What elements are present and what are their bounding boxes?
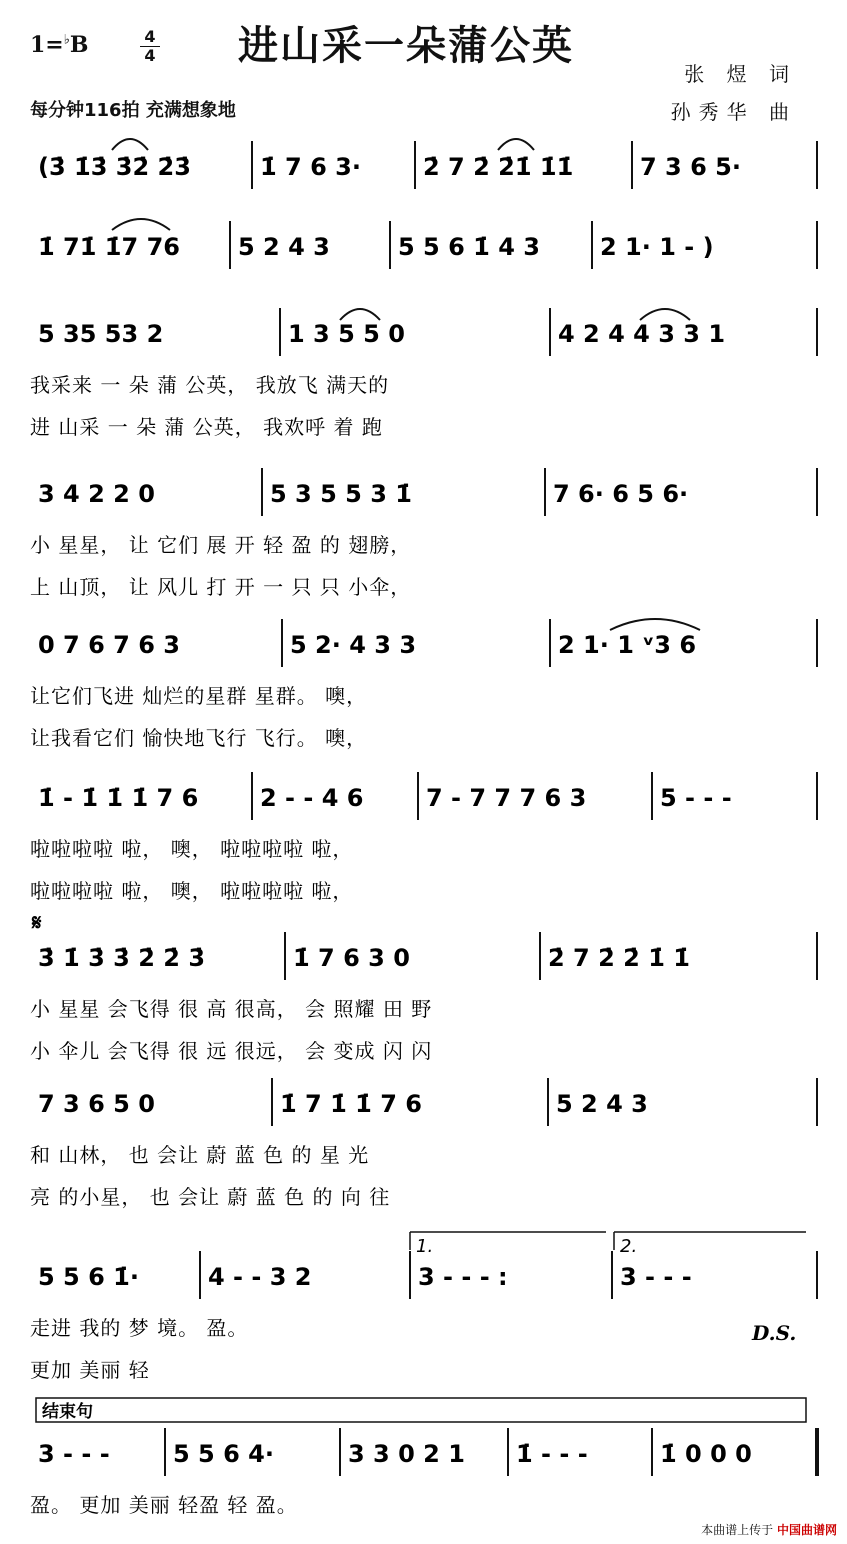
tempo-marking: 每分钟116拍 充满想象地: [30, 100, 236, 121]
lyrics-verse-2: 小 伞儿 会飞得 很 远 很远， 会 变成 闪 闪: [30, 1039, 433, 1063]
slur: [340, 309, 380, 320]
coda-label: 结束句: [42, 1402, 93, 1422]
measure-notes: 3 4 2 2 0: [38, 480, 155, 508]
lyrics-verse-1: 让它们飞进 灿烂的星群 星群。 噢，: [30, 684, 368, 708]
measure-notes: 1̇ - - -: [516, 1440, 588, 1468]
measure-notes: 5 - - -: [660, 784, 732, 812]
site-name: 中国曲谱网: [776, 1523, 837, 1537]
lyrics-verse-2: 更加 美丽 轻: [30, 1358, 150, 1382]
ds-marker: D.S.: [752, 1321, 797, 1345]
footer-credit: [701, 1521, 837, 1538]
lyricist-credit: 张 煜 词: [684, 62, 797, 86]
measure-notes: 0 7 6 7 6 3: [38, 631, 180, 659]
measure-notes: 5 2 4 3: [556, 1090, 648, 1118]
measure-notes: 5 2 4 3: [238, 233, 330, 261]
measure-notes: 1̇ 0 0 0: [660, 1440, 752, 1468]
lyrics-verse-2: 亮 的小星， 也 会让 蔚 蓝 色 的 向 往: [30, 1185, 391, 1209]
key-prefix: 1=: [30, 32, 64, 58]
lyrics-verse-2: 啦啦啦啦 啦， 噢， 啦啦啦啦 啦，: [30, 879, 354, 903]
measure-notes: (3̇ 1̇3̇ 3̇2̇ 2̇3̇: [38, 153, 191, 181]
slur: [112, 219, 170, 230]
composer-credit: 孙秀华 曲: [670, 100, 797, 124]
slur: [498, 139, 534, 150]
lyrics-verse-2: 让我看它们 愉快地飞行 飞行。 噢，: [30, 726, 368, 750]
measure-notes: 5 5 6 4·: [173, 1440, 274, 1468]
lyrics-verse-1: 我采来 一 朵 蒲 公英， 我放飞 满天的: [30, 373, 390, 397]
measure-notes: 3̇ 1̇ 3̇ 3̇ 2̇ 2̇ 3̇: [38, 944, 206, 972]
measure-notes: 1 3 5 5 0: [288, 320, 405, 348]
measure-notes: 3 - - -: [38, 1440, 110, 1468]
lyrics-verse-2: 进 山采 一 朵 蒲 公英， 我欢呼 着 跑: [30, 415, 383, 439]
measure-notes: 7 6· 6 5 6·: [553, 480, 689, 508]
time-top: 4: [140, 28, 160, 47]
lyrics-verse-1: 走进 我的 梦 境。 盈。: [30, 1316, 249, 1340]
lyrics-verse-1: 啦啦啦啦 啦， 噢， 啦啦啦啦 啦，: [30, 837, 354, 861]
measure-notes: 7 - 7 7 7 6 3: [426, 784, 587, 812]
slur: [112, 139, 148, 150]
measure-notes: 1̇ 7 6 3 0: [293, 944, 410, 972]
song-title: 进山采一朵蒲公英: [238, 23, 574, 69]
lyrics-verse-1: 盈。 更加 美丽 轻盈 轻 盈。: [30, 1493, 298, 1517]
measure-notes: 5 35 53 2: [38, 320, 164, 348]
measure-notes: 1̇ 71̇ 1̇7 76: [38, 233, 180, 261]
slur: [640, 309, 690, 320]
measure-notes: 3 3 0 2 1: [348, 1440, 465, 1468]
measure-notes: 7 3 6 5 0: [38, 1090, 155, 1118]
measure-notes: 2̇ 7 2̇ 2̇1̇ 1̇1̇: [423, 153, 574, 181]
measure-notes: 4 - - 3 2: [208, 1263, 312, 1291]
volta-1-label: 1.: [416, 1236, 434, 1257]
key-note: B: [69, 32, 89, 58]
measure-notes: 4 2 4 4 3 3 1: [558, 320, 726, 348]
measure-notes: 5 3 5 5 3 1̇: [270, 480, 412, 508]
volta-2-label: 2.: [620, 1236, 638, 1257]
measure-notes: 2̇ 7 2̇ 2̇ 1̇ 1̇: [548, 944, 690, 972]
flat-sign: ♭: [63, 32, 70, 48]
lyrics-verse-1: 小 星星 会飞得 很 高 很高， 会 照耀 田 野: [30, 997, 433, 1021]
measure-notes: 5 5 6 1̇·: [38, 1263, 139, 1291]
measure-notes: 5 5 6 1̇ 4 3: [398, 233, 540, 261]
measure-notes: 1̇ 7 1̇ 1̇ 7 6: [280, 1090, 422, 1118]
measure-notes: 1̇ 7 6 3·: [260, 153, 361, 181]
measure-notes: 7 3 6 5·: [640, 153, 741, 181]
time-bottom: 4: [144, 46, 156, 65]
measure-notes: 5 2· 4 3 3: [290, 631, 417, 659]
lyrics-verse-1: 和 山林， 也 会让 蔚 蓝 色 的 星 光: [30, 1143, 370, 1167]
measure-notes: 2 1· 1 ᵛ3 6: [558, 631, 697, 659]
segno-sign: 𝄋: [32, 911, 42, 936]
lyrics-verse-1: 小 星星， 让 它们 展 开 轻 盈 的 翅膀，: [30, 533, 412, 557]
upload-text: 本曲谱上传于: [701, 1523, 774, 1537]
slur: [610, 619, 700, 630]
coda-box: [36, 1398, 806, 1422]
measure-notes: 1̇ - 1̇ 1̇ 1̇ 7 6: [38, 784, 199, 812]
measure-notes: 3 - - - :: [418, 1263, 508, 1291]
measure-notes: 2 - - 4 6: [260, 784, 364, 812]
measure-notes: 3 - - -: [620, 1263, 692, 1291]
lyrics-verse-2: 上 山顶， 让 风儿 打 开 一 只 只 小伞，: [30, 575, 412, 599]
measure-notes: 2 1· 1 - ): [600, 233, 714, 261]
